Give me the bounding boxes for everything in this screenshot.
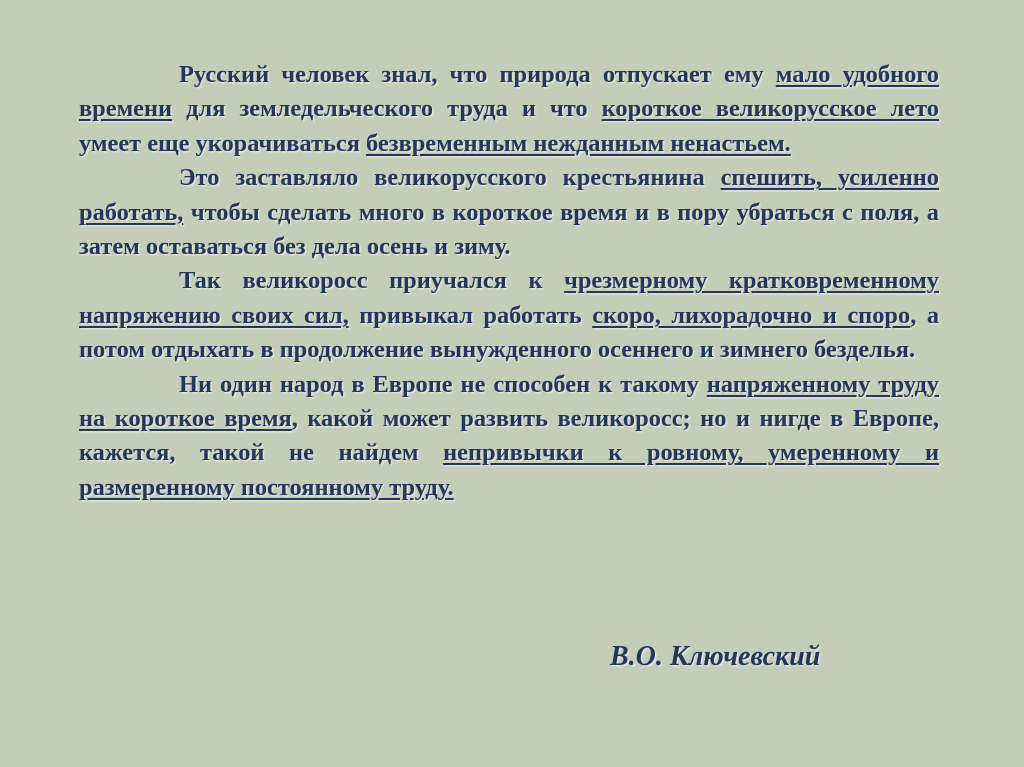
paragraph-segment: Это заставляло великорусского крестьянина xyxy=(179,164,721,192)
paragraph-segment: , какой может развить великоросс; но и нигде в Европе, кажется, такой не найдем xyxy=(79,405,939,467)
paragraph-segment: Так великоросс приучался к xyxy=(179,267,565,295)
underlined-phrase: чрезмерному кратковременному напряжению своих сил, xyxy=(79,267,939,329)
underlined-phrase: спешить, усиленно работать, xyxy=(79,164,939,226)
paragraph-segment: , а потом отдыхать в продолжение вынужденного осеннего и зимнего безделья. xyxy=(79,301,940,364)
paragraph-1 xyxy=(79,58,939,161)
underlined-phrase: короткое великорусское лето xyxy=(601,95,939,123)
paragraph-segment: чтобы сделать много в короткое время и в пору убраться с поля, а затем оставаться без дела осень и зиму. xyxy=(79,198,939,261)
paragraph-segment: умеет еще укорачиваться xyxy=(79,129,367,157)
paragraph-4 xyxy=(79,368,939,506)
underlined-phrase: безвременным нежданным ненастьем. xyxy=(366,129,791,157)
author-signature: В.О. Ключевский xyxy=(610,641,821,672)
paragraph-segment: привыкал работать xyxy=(348,301,593,329)
underlined-phrase: скоро, лихорадочно и споро xyxy=(592,301,911,329)
underlined-phrase: напряженному труду на короткое время xyxy=(79,370,940,433)
paragraph-3 xyxy=(79,264,939,367)
paragraph-2 xyxy=(79,161,939,264)
paragraph-segment: Русский человек знал, что природа отпускает ему xyxy=(179,61,776,88)
paragraph-segment: Ни один народ в Европе не способен к такому xyxy=(179,370,707,398)
underlined-phrase: непривычки к ровному, умеренному и размеренному постоянному труду. xyxy=(79,439,939,501)
underlined-phrase: мало удобного времени xyxy=(79,61,939,123)
paragraph-segment: для земледельческого труда и что xyxy=(172,95,602,123)
quote-text xyxy=(79,58,939,505)
